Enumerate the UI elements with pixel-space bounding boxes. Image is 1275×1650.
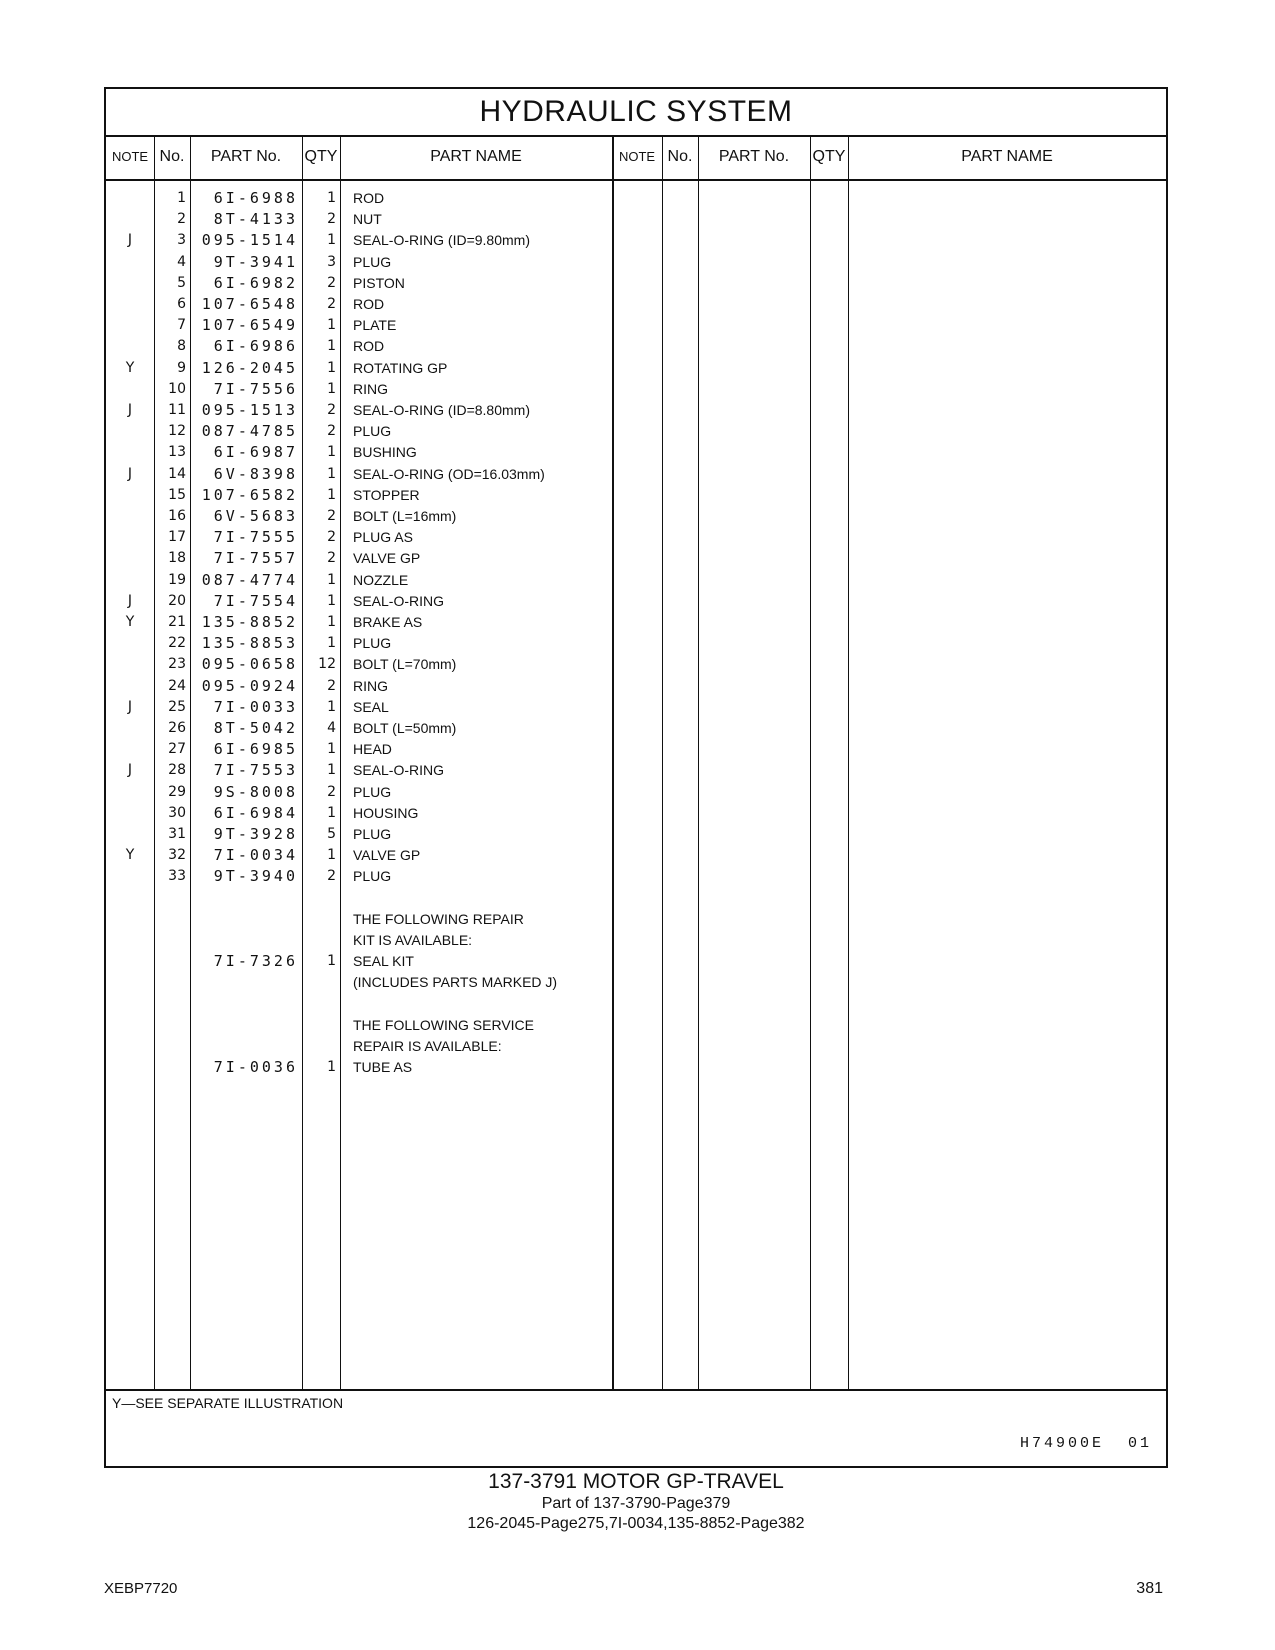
note-cell: J <box>127 465 133 482</box>
part-number-cell: 6V-5683 <box>213 507 298 525</box>
item-number-cell: 20 <box>168 592 186 609</box>
part-name-cell: SEAL-O-RING (ID=8.80mm) <box>353 402 530 418</box>
part-name-cell: ROD <box>353 296 385 312</box>
part-number-cell: 7I-0034 <box>213 846 298 865</box>
part-name-cell: SEAL KIT <box>353 953 414 970</box>
quantity-cell: 2 <box>327 868 336 885</box>
item-number-cell: 18 <box>168 550 186 567</box>
quantity-cell: 1 <box>327 698 336 715</box>
part-name-cell: NOZZLE <box>353 571 409 588</box>
quantity-cell: 4 <box>327 720 336 736</box>
table-row <box>106 823 612 845</box>
part-number-cell: 6I-6982 <box>213 273 298 292</box>
part-name-cell: (INCLUDES PARTS MARKED J) <box>353 974 558 991</box>
quantity-cell: 1 <box>327 804 336 821</box>
part-number-cell: 087-4785 <box>201 422 298 441</box>
part-number-cell: 7I-7555 <box>213 528 298 547</box>
section-title: HYDRAULIC SYSTEM <box>106 89 1166 137</box>
part-name-cell: SEAL <box>353 698 389 715</box>
part-name-cell: PLUG <box>353 423 392 440</box>
column-divider <box>848 135 849 1389</box>
part-name-cell: ROD <box>353 338 385 355</box>
table-row <box>106 208 612 230</box>
item-number-cell: 8 <box>177 338 186 355</box>
column-divider <box>662 135 663 1389</box>
part-number-cell: 7I-0033 <box>213 697 298 716</box>
assembly-caption: 137-3791 MOTOR GP-TRAVEL <box>488 1470 784 1493</box>
part-name-cell: PLUG AS <box>353 529 413 546</box>
part-name-cell: PLATE <box>353 317 397 334</box>
part-number-cell: 095-0658 <box>201 655 298 674</box>
part-number-cell: 8T-5042 <box>213 719 298 737</box>
quantity-cell: 1 <box>327 571 336 588</box>
part-name-cell: PLUG <box>353 868 392 885</box>
item-number-cell: 26 <box>168 720 186 736</box>
part-name-cell: BOLT (L=50mm) <box>353 720 457 736</box>
part-name-cell: BOLT (L=16mm) <box>353 508 457 524</box>
part-number-cell: 9T-3941 <box>213 252 298 271</box>
part-name-cell: KIT IS AVAILABLE: <box>353 932 473 948</box>
table-row <box>106 251 612 273</box>
footnote: Y—SEE SEPARATE ILLUSTRATION <box>112 1395 344 1411</box>
quantity-cell: 2 <box>327 423 336 440</box>
part-name-cell: BOLT (L=70mm) <box>353 656 457 673</box>
table-row <box>106 484 612 506</box>
quantity-cell: 3 <box>327 253 336 270</box>
table-row <box>106 929 612 951</box>
quantity-cell: 2 <box>327 402 336 418</box>
header-part-no-left: PART No. <box>210 148 282 165</box>
table-footer <box>106 1389 1166 1466</box>
item-number-cell: 32 <box>168 847 186 864</box>
table-row <box>106 865 612 887</box>
header-qty-right: QTY <box>812 148 846 165</box>
part-number-cell: 6V-8398 <box>213 464 298 483</box>
table-row <box>106 632 612 654</box>
part-name-cell: STOPPER <box>353 486 420 503</box>
note-cell: J <box>127 592 133 609</box>
table-row <box>106 971 612 993</box>
table-row <box>106 590 612 612</box>
part-number-cell: 9T-3928 <box>213 825 298 843</box>
part-name-cell: ROD <box>353 190 385 206</box>
quantity-cell: 1 <box>327 635 336 652</box>
quantity-cell: 2 <box>327 296 336 312</box>
quantity-cell: 1 <box>327 359 336 376</box>
table-row <box>106 463 612 485</box>
table-row <box>106 335 612 357</box>
part-name-cell: VALVE GP <box>353 550 421 567</box>
table-row <box>106 378 612 400</box>
quantity-cell: 2 <box>327 274 336 291</box>
quantity-cell: 2 <box>327 211 336 228</box>
header-note-right: NOTE <box>618 149 656 164</box>
table-row <box>106 547 612 569</box>
item-number-cell: 27 <box>168 741 186 758</box>
part-number-cell: 095-1514 <box>201 231 298 250</box>
item-number-cell: 7 <box>177 317 186 334</box>
assembly-parent-reference: Part of 137-3790-Page379 <box>541 1495 731 1512</box>
note-cell: J <box>127 232 133 249</box>
table-row <box>106 1056 612 1078</box>
part-name-cell: RING <box>353 380 388 397</box>
column-divider <box>698 135 699 1389</box>
note-cell: J <box>127 698 133 715</box>
table-row <box>106 526 612 548</box>
part-number-cell: 6I-6984 <box>213 803 298 822</box>
item-number-cell: 14 <box>168 465 186 482</box>
part-name-cell: PLUG <box>353 635 392 652</box>
part-number-cell: 7I-7554 <box>213 591 298 610</box>
item-number-cell: 19 <box>168 571 186 588</box>
table-row <box>106 357 612 379</box>
table-row <box>106 229 612 251</box>
part-number-cell: 6I-6987 <box>213 443 298 462</box>
quantity-cell: 1 <box>327 232 336 249</box>
part-number-cell: 6I-6986 <box>213 337 298 356</box>
quantity-cell: 1 <box>327 465 336 482</box>
part-number-cell: 126-2045 <box>201 358 298 377</box>
part-name-cell: NUT <box>353 211 382 228</box>
header-no-right: No. <box>667 148 693 165</box>
table-row <box>106 399 612 421</box>
item-number-cell: 3 <box>177 232 186 249</box>
item-number-cell: 13 <box>168 444 186 461</box>
item-number-cell: 2 <box>177 211 186 228</box>
part-name-cell: BUSHING <box>353 444 417 461</box>
note-cell: Y <box>125 847 135 864</box>
part-name-cell: BRAKE AS <box>353 614 423 630</box>
table-row <box>106 420 612 442</box>
quantity-cell: 1 <box>327 762 336 779</box>
part-number-cell: 107-6582 <box>201 485 298 504</box>
quantity-cell: 12 <box>318 656 336 673</box>
quantity-cell: 2 <box>327 529 336 546</box>
item-number-cell: 21 <box>168 614 186 630</box>
part-number-cell: 7I-7553 <box>213 761 298 780</box>
table-row <box>106 569 612 591</box>
item-number-cell: 25 <box>168 698 186 715</box>
part-name-cell: SEAL-O-RING <box>353 592 445 609</box>
table-row <box>106 696 612 718</box>
table-row <box>106 738 612 760</box>
part-number-cell: 6I-6988 <box>213 189 298 207</box>
part-name-cell: ROTATING GP <box>353 359 448 376</box>
part-name-cell: SEAL-O-RING <box>353 762 445 779</box>
quantity-cell: 1 <box>327 1059 336 1076</box>
part-name-cell: PLUG <box>353 253 392 270</box>
note-cell: Y <box>125 614 135 630</box>
header-part-name-left: PART NAME <box>430 148 522 165</box>
header-note-left: NOTE <box>111 149 149 164</box>
part-number-cell: 7I-0036 <box>213 1058 298 1077</box>
table-row <box>106 993 612 1015</box>
table-row <box>106 441 612 463</box>
part-number-cell: 9T-3940 <box>213 867 298 886</box>
part-number-cell: 6I-6985 <box>213 740 298 759</box>
quantity-cell: 1 <box>327 190 336 206</box>
part-number-cell: 7I-7557 <box>213 549 298 568</box>
quantity-cell: 1 <box>327 592 336 609</box>
part-name-cell: REPAIR IS AVAILABLE: <box>353 1038 502 1054</box>
drawing-revision: 01 <box>1127 1435 1152 1452</box>
item-number-cell: 30 <box>168 804 186 821</box>
note-cell: Y <box>125 359 135 376</box>
header-qty-left: QTY <box>304 148 338 165</box>
part-number-cell: 107-6549 <box>201 316 298 335</box>
quantity-cell: 1 <box>327 847 336 864</box>
part-name-cell: RING <box>353 677 388 694</box>
document-reference: XEBP7720 <box>104 1580 178 1597</box>
column-divider <box>612 135 614 1389</box>
item-number-cell: 5 <box>177 274 186 291</box>
item-number-cell: 23 <box>168 656 186 673</box>
table-row <box>106 759 612 781</box>
item-number-cell: 15 <box>168 486 186 503</box>
table-row <box>106 844 612 866</box>
part-number-cell: 095-0924 <box>201 676 298 695</box>
item-number-cell: 29 <box>168 783 186 800</box>
header-no-left: No. <box>159 148 185 165</box>
note-cell: J <box>127 762 133 779</box>
table-row <box>106 802 612 824</box>
table-row <box>106 293 612 315</box>
item-number-cell: 33 <box>168 868 186 885</box>
note-cell: J <box>127 402 133 418</box>
table-row <box>106 1014 612 1036</box>
table-row <box>106 653 612 675</box>
parts-table-frame <box>104 87 1168 1468</box>
part-number-cell: 095-1513 <box>201 401 298 419</box>
table-row <box>106 272 612 294</box>
table-row <box>106 505 612 527</box>
part-number-cell: 8T-4133 <box>213 210 298 229</box>
drawing-code-id: H74900E <box>1019 1435 1104 1452</box>
quantity-cell: 2 <box>327 508 336 524</box>
item-number-cell: 22 <box>168 635 186 652</box>
part-name-cell: PLUG <box>353 826 392 842</box>
table-row <box>106 717 612 739</box>
quantity-cell: 1 <box>327 380 336 397</box>
quantity-cell: 1 <box>327 741 336 758</box>
part-name-cell: SEAL-O-RING (OD=16.03mm) <box>353 465 545 482</box>
drawing-code <box>1020 1435 1152 1452</box>
part-name-cell: THE FOLLOWING SERVICE <box>353 1016 534 1033</box>
part-name-cell: HOUSING <box>353 804 419 821</box>
header-part-name-right: PART NAME <box>961 148 1053 165</box>
item-number-cell: 4 <box>177 253 186 270</box>
part-number-cell: 107-6548 <box>201 295 298 313</box>
page-number: 381 <box>1136 1580 1163 1597</box>
item-number-cell: 12 <box>168 423 186 440</box>
table-row <box>106 908 612 930</box>
table-row <box>106 611 612 633</box>
part-number-cell: 7I-7556 <box>213 379 298 398</box>
part-name-cell: PLUG <box>353 783 392 800</box>
table-row <box>106 950 612 972</box>
part-name-cell: HEAD <box>353 741 392 758</box>
part-name-cell: THE FOLLOWING REPAIR <box>353 910 524 927</box>
table-row <box>106 781 612 803</box>
item-number-cell: 31 <box>168 826 186 842</box>
quantity-cell: 2 <box>327 783 336 800</box>
quantity-cell: 2 <box>327 550 336 567</box>
item-number-cell: 10 <box>168 380 186 397</box>
part-number-cell: 087-4774 <box>201 570 298 589</box>
part-name-cell: SEAL-O-RING (ID=9.80mm) <box>353 232 530 249</box>
quantity-cell: 1 <box>327 614 336 630</box>
part-name-cell: VALVE GP <box>353 847 421 864</box>
quantity-cell: 1 <box>327 444 336 461</box>
table-row <box>106 187 612 209</box>
item-number-cell: 16 <box>168 508 186 524</box>
part-number-cell: 7I-7326 <box>213 952 298 971</box>
assembly-page-references: 126-2045-Page275,7I-0034,135-8852-Page382 <box>467 1515 805 1532</box>
table-header <box>106 135 1166 181</box>
item-number-cell: 11 <box>168 402 186 418</box>
quantity-cell: 1 <box>327 953 336 970</box>
quantity-cell: 1 <box>327 338 336 355</box>
item-number-cell: 9 <box>177 359 186 376</box>
quantity-cell: 5 <box>327 826 336 842</box>
part-name-cell: PISTON <box>353 274 405 291</box>
table-row <box>106 1035 612 1057</box>
column-divider <box>810 135 811 1389</box>
quantity-cell: 2 <box>327 677 336 694</box>
table-row <box>106 314 612 336</box>
item-number-cell: 17 <box>168 529 186 546</box>
item-number-cell: 1 <box>177 190 186 206</box>
quantity-cell: 1 <box>327 317 336 334</box>
part-number-cell: 9S-8008 <box>213 782 298 801</box>
table-row <box>106 887 612 909</box>
item-number-cell: 24 <box>168 677 186 694</box>
part-number-cell: 135-8852 <box>201 613 298 631</box>
part-number-cell: 135-8853 <box>201 634 298 653</box>
item-number-cell: 6 <box>177 296 186 312</box>
quantity-cell: 1 <box>327 486 336 503</box>
item-number-cell: 28 <box>168 762 186 779</box>
header-part-no-right: PART No. <box>718 148 790 165</box>
table-row <box>106 675 612 697</box>
part-name-cell: TUBE AS <box>353 1059 413 1076</box>
